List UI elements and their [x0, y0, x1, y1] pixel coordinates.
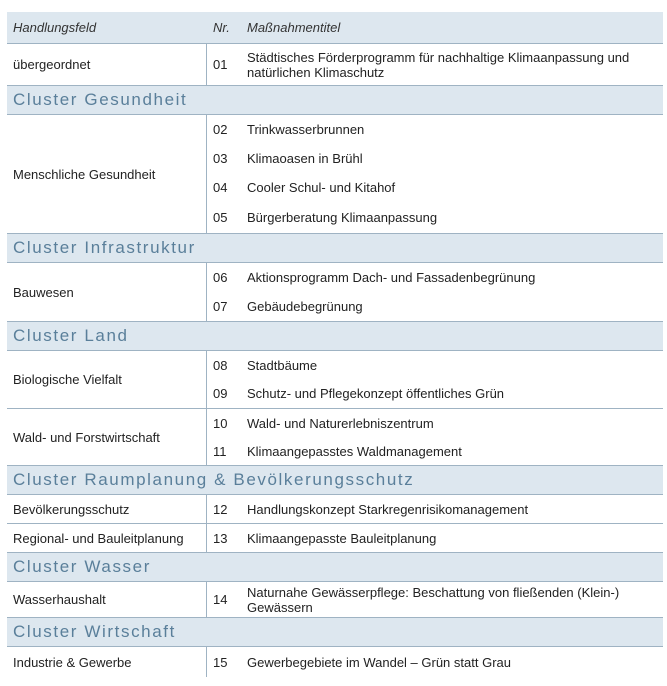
items-cell	[207, 351, 663, 408]
measure-number: 13	[213, 530, 228, 546]
items-cell	[207, 582, 663, 617]
measure-number: 04	[213, 180, 228, 195]
measure-item	[207, 44, 663, 85]
measure-item	[207, 409, 663, 437]
measure-title: Gebäudebegrünung	[247, 299, 363, 314]
cluster-label: Cluster Raumplanung & Bevölkerungsschutz	[13, 470, 415, 489]
items-cell	[207, 409, 663, 465]
cluster-label: Cluster Land	[13, 326, 129, 345]
measure-title: Handlungskonzept Starkregenrisikomanagement	[247, 501, 529, 517]
field-cell: Wald- und Forstwirtschaft	[7, 409, 207, 465]
measure-number: 08	[213, 357, 228, 373]
field-cell: Bauwesen	[7, 263, 207, 321]
measure-number: 06	[213, 270, 228, 285]
measure-item	[207, 351, 663, 379]
group-row	[7, 524, 663, 553]
measure-number: 09	[213, 386, 228, 401]
cluster-header	[7, 618, 663, 647]
field-cell: Menschliche Gesundheit	[7, 115, 207, 233]
field-cell: Industrie & Gewerbe	[7, 647, 207, 677]
group-row	[7, 409, 663, 466]
measure-number: 14	[213, 592, 228, 607]
cluster-header	[7, 86, 663, 115]
measure-item	[207, 524, 663, 552]
field-cell: Bevölkerungsschutz	[7, 495, 207, 523]
items-cell	[207, 115, 663, 233]
group-row	[7, 351, 663, 409]
cluster-header	[7, 234, 663, 263]
measure-title: Klimaangepasste Bauleitplanung	[247, 530, 437, 546]
cluster-label: Cluster Gesundheit	[13, 90, 188, 109]
measure-title: Klimaangepasstes Waldmanagement	[247, 443, 462, 459]
measure-number: 10	[213, 415, 228, 431]
measure-title: Aktionsprogramm Dach- und Fassadenbegrünung	[247, 270, 536, 285]
cluster-header	[7, 322, 663, 351]
measure-item	[207, 292, 663, 321]
group-row	[7, 495, 663, 524]
field-cell: Wasserhaushalt	[7, 582, 207, 617]
measure-title: Schutz- und Pflegekonzept öffentliches Grün	[247, 386, 505, 401]
items-cell	[207, 524, 663, 552]
cluster-label: Cluster Wirtschaft	[13, 622, 176, 641]
measure-title: Klimaoasen in Brühl	[247, 151, 363, 166]
field-cell: Biologische Vielfalt	[7, 351, 207, 408]
items-cell	[207, 647, 663, 677]
measure-item	[207, 173, 663, 202]
measure-number: 02	[213, 122, 228, 137]
group-row	[7, 647, 663, 677]
measures-table	[7, 12, 663, 677]
measure-number: 05	[213, 210, 228, 225]
measure-item	[207, 263, 663, 292]
measure-item	[207, 437, 663, 465]
measure-number: 07	[213, 299, 228, 314]
field-cell: übergeordnet	[7, 44, 207, 85]
group-row	[7, 582, 663, 618]
measure-number: 11	[213, 443, 227, 459]
cluster-label: Cluster Wasser	[13, 557, 151, 576]
cluster-header	[7, 466, 663, 495]
measure-item	[207, 495, 663, 523]
measure-title: Wald- und Naturerlebniszentrum	[247, 415, 434, 431]
items-cell	[207, 495, 663, 523]
measure-title: Bürgerberatung Klimaanpassung	[247, 210, 438, 225]
table-header-row	[7, 12, 663, 44]
measure-number: 15	[213, 654, 228, 670]
measure-title: Gewerbegebiete im Wandel – Grün statt Grau	[247, 654, 511, 670]
measure-item	[207, 647, 663, 677]
group-row	[7, 115, 663, 234]
measure-item	[207, 202, 663, 233]
measure-title: Städtisches Förderprogramm für nachhaltige Klimaanpassung und natürlichen Klimaschutz	[247, 49, 630, 80]
measure-title: Stadtbäume	[247, 357, 318, 373]
items-cell	[207, 44, 663, 85]
measure-number: 03	[213, 151, 228, 166]
cluster-label: Cluster Infrastruktur	[13, 238, 196, 257]
group-row	[7, 263, 663, 322]
cluster-header	[7, 553, 663, 582]
header-field: Handlungsfeld	[13, 20, 97, 35]
measure-title: Naturnahe Gewässerpflege: Beschattung von fließenden (Klein-) Gewässern	[247, 584, 620, 615]
measure-title: Trinkwasserbrunnen	[247, 122, 365, 137]
measure-number: 12	[213, 501, 228, 517]
items-cell	[207, 263, 663, 321]
measure-item	[207, 582, 663, 617]
measure-title: Cooler Schul- und Kitahof	[247, 180, 396, 195]
header-nr: Nr.	[213, 20, 230, 35]
field-cell: Regional- und Bauleitplanung	[7, 524, 207, 552]
measure-item	[207, 115, 663, 144]
measure-number: 01	[213, 57, 228, 72]
header-title: Maßnahmentitel	[247, 20, 341, 35]
measure-item	[207, 144, 663, 173]
measure-item	[207, 379, 663, 408]
group-row	[7, 44, 663, 86]
